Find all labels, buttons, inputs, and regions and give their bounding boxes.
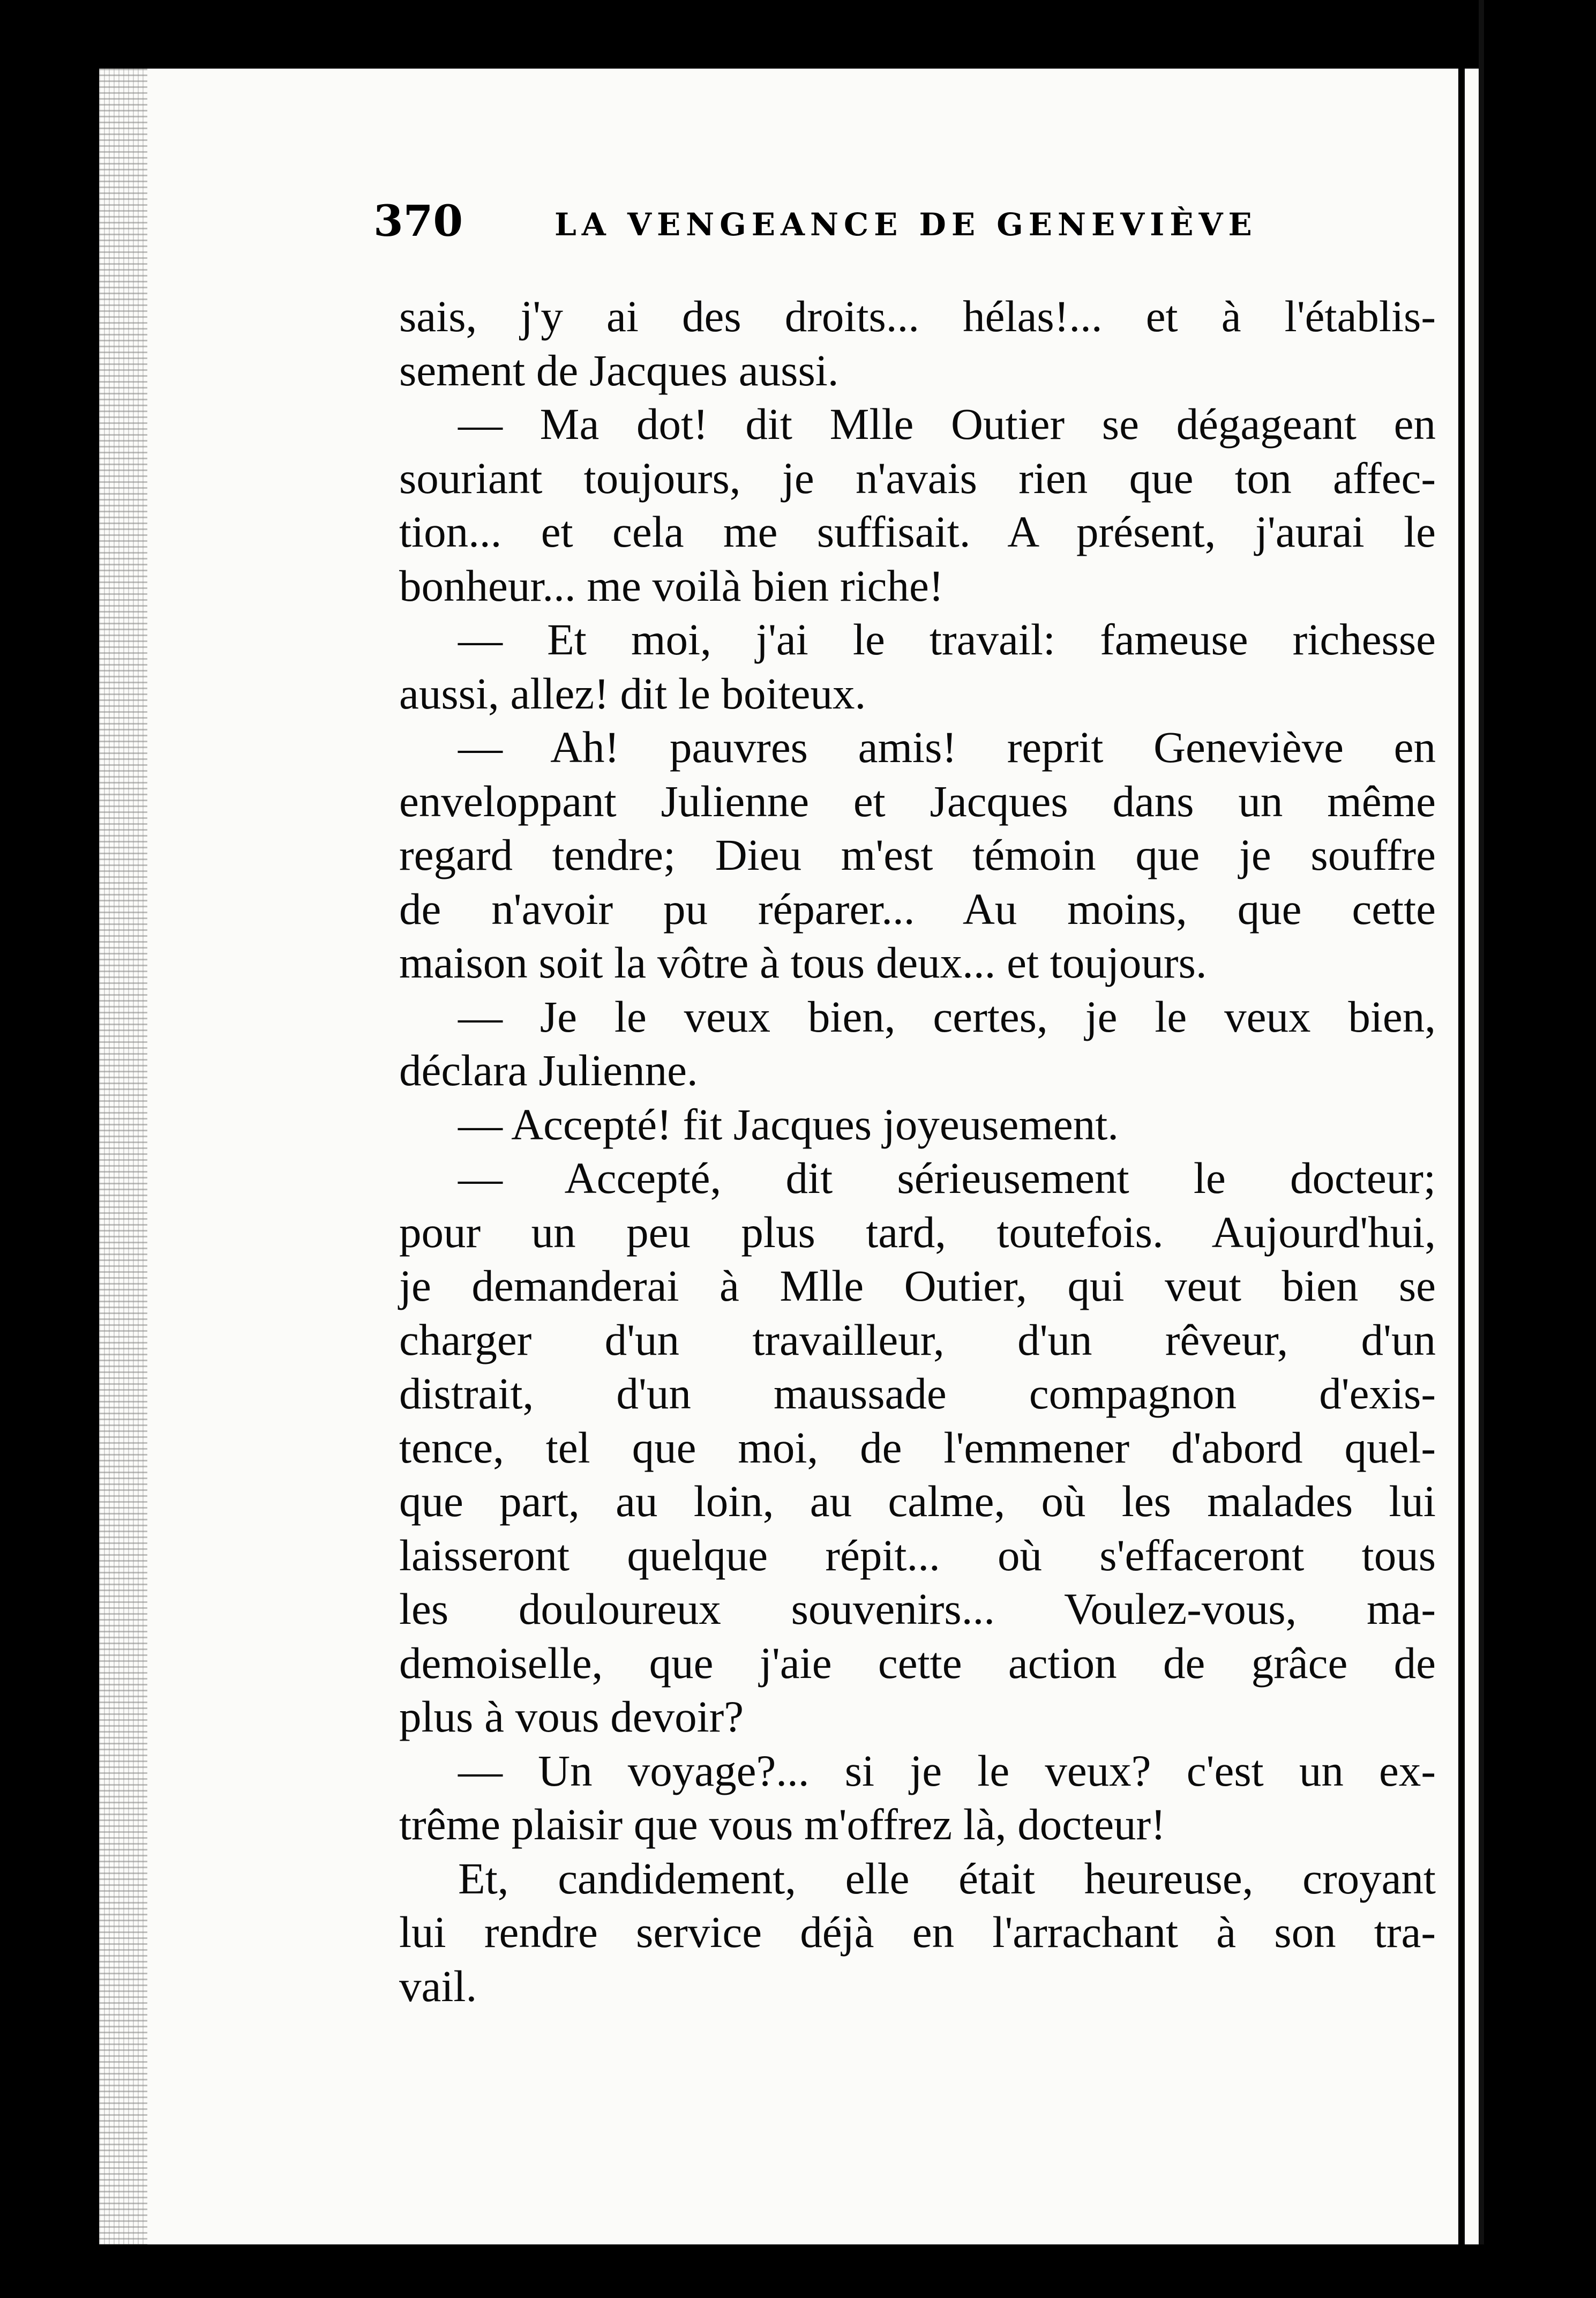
page-right-edge	[1458, 69, 1465, 2244]
page-number: 370	[373, 196, 463, 246]
text-line: sement de Jacques aussi.	[399, 345, 839, 395]
running-head-title: LA VENGEANCE DE GENEVIÈVE	[555, 206, 1257, 243]
text-line: demoiselle, que j'aie cette action de grâce de	[399, 1638, 1436, 1688]
text-line: — Ma dot! dit Mlle Outier se dégageant en	[458, 399, 1436, 449]
text-line: — Accepté! fit Jacques joyeusement.	[458, 1099, 1119, 1149]
text-line: pour un peu plus tard, toutefois. Aujourd'hui,	[399, 1207, 1436, 1257]
text-line: de n'avoir pu réparer... Au moins, que cette	[399, 884, 1436, 934]
text-line: laisseront quelque répit... où s'effaceront tous	[399, 1530, 1436, 1580]
text-line: tion... et cela me suffisait. A présent, j'aurai le	[399, 507, 1436, 556]
scan-bottom-border	[0, 2244, 1596, 2298]
text-line: trême plaisir que vous m'offrez là, docteur!	[399, 1800, 1166, 1849]
page-edge-shadow	[99, 69, 147, 2244]
text-line: — Et moi, j'ai le travail: fameuse richesse	[458, 615, 1436, 664]
text-line: déclara Julienne.	[399, 1046, 698, 1095]
text-line: — Je le veux bien, certes, je le veux bien,	[458, 991, 1436, 1041]
text-line: les douloureux souvenirs... Voulez-vous, ma-	[399, 1584, 1436, 1633]
text-line: aussi, allez! dit le boiteux.	[399, 668, 866, 718]
text-line: distrait, d'un maussade compagnon d'exis-	[399, 1369, 1436, 1418]
text-line: je demanderai à Mlle Outier, qui veut bien se	[399, 1261, 1436, 1310]
text-line: souriant toujours, je n'avais rien que ton affec-	[399, 453, 1436, 503]
text-line: bonheur... me voilà bien riche!	[399, 561, 944, 610]
text-line: Et, candidement, elle était heureuse, croyant	[458, 1853, 1436, 1903]
text-line: charger d'un travailleur, d'un rêveur, d'un	[399, 1315, 1436, 1364]
text-line: que part, au loin, au calme, où les malades lui	[399, 1476, 1436, 1526]
text-line: — Un voyage?... si je le veux? c'est un ex-	[458, 1745, 1436, 1795]
text-line: plus à vous devoir?	[399, 1692, 744, 1741]
text-line: enveloppant Julienne et Jacques dans un même	[399, 776, 1436, 826]
text-line: maison soit la vôtre à tous deux... et toujours.	[399, 938, 1207, 987]
body-text	[399, 289, 1436, 2013]
book-spine-edge	[1479, 0, 1484, 2298]
text-line: regard tendre; Dieu m'est témoin que je souffre	[399, 830, 1436, 879]
text-line: vail.	[399, 1961, 477, 2011]
page-right-margin	[1465, 69, 1479, 2244]
text-line: — Accepté, dit sérieusement le docteur;	[458, 1153, 1436, 1203]
text-line: sais, j'y ai des droits... hélas!... et à l'établis-	[399, 292, 1436, 341]
text-line: tence, tel que moi, de l'emmener d'abord quel-	[399, 1422, 1436, 1472]
text-line: lui rendre service déjà en l'arrachant à son tra-	[399, 1907, 1436, 1957]
text-line: — Ah! pauvres amis! reprit Geneviève en	[458, 722, 1436, 772]
